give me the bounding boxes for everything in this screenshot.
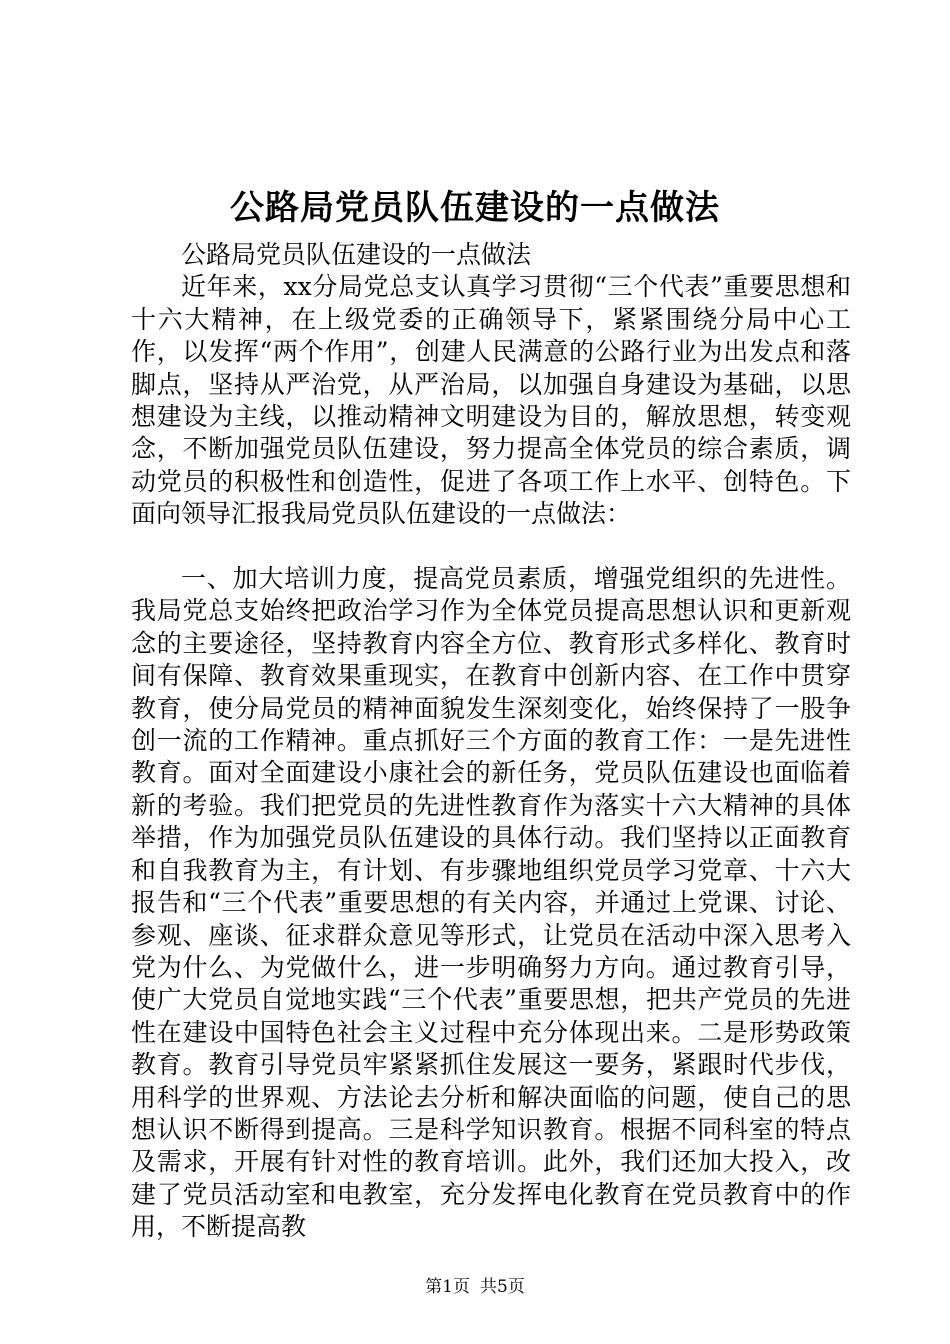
body-paragraph-section-one: 一、加大培训力度，提高党员素质，增强党组织的先进性。我局党总支始终把政治学习作为全体党员提高思想认识和更新观念的主要途径，坚持教育内容全方位、教育形式多样化、教育时间有保障、教育效果重现实，在教育中创新内容、在工作中贯穿教育，使分局党员的精神面貌发生深刻变化，始终保持了一股争创一流的工作精神。重点抓好三个方面的教育工作：一是先进性教育。面对全面建设小康社会的新任务，党员队伍建设也面临着新的考验。我们把党员的先进性教育作为落实十六大精神的具体举措，作为加强党员队伍建设的具体行动。我们坚持以正面教育和自我教育为主，有计划、有步骤地组织党员学习党章、十六大报告和“三个代表”重要思想的有关内容，并通过上党课、讨论、参观、座谈、征求群众意见等形式，让党员在活动中深入思考入党为什么、为党做什么，进一步明确努力方向。通过教育引导，使广大党员自觉地实践“三个代表”重要思想，把共产党员的先进性在建设中国特色社会主义过程中充分体现出来。二是形势政策教育。教育引导党员牢紧紧抓住发展这一要务，紧跟时代步伐，用科学的世界观、方法论去分析和解决面临的问题，使自己的思想认识不断得到提高。三是科学知识教育。根据不同科室的特点及需求，开展有针对性的教育培训。此外，我们还加大投入，改建了党员活动室和电教室，充分发挥电化教育在党员教育中的作用，不断提高教 bbox=[131, 564, 851, 1242]
page-number: 第1页 bbox=[425, 1277, 470, 1297]
body-paragraph-subtitle: 公路局党员队伍建设的一点做法 bbox=[181, 240, 532, 269]
document-title: 公路局党员队伍建设的一点做法 bbox=[230, 188, 720, 228]
document-body bbox=[131, 239, 851, 1244]
body-paragraph-intro: 近年来，xx分局党总支认真学习贯彻“三个代表”重要思想和十六大精神，在上级党委的正确领导下，紧紧围绕分局中心工作，以发挥“两个作用”，创建人民满意的公路行业为出发点和落脚点，坚持从严治党，从严治局，以加强自身建设为基础，以思想建设为主线，以推动精神文明建设为目的，解放思想，转变观念，不断加强党员队伍建设，努力提高全体党员的综合素质，调动党员的积极性和创造性，促进了各项工作上水平、创特色。下面向领导汇报我局党员队伍建设的一点做法： bbox=[131, 272, 851, 529]
page-footer bbox=[0, 1276, 950, 1298]
page-total: 共5页 bbox=[480, 1277, 525, 1297]
